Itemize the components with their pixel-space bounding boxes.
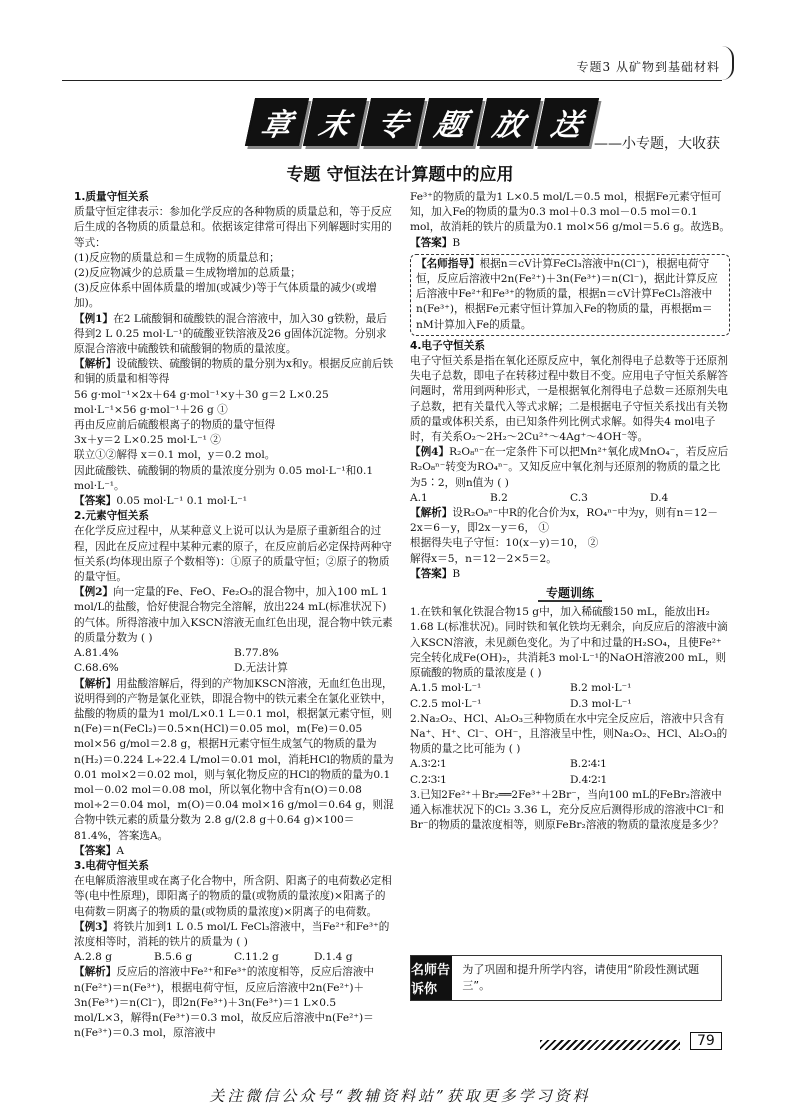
question-1: 1.在铁和氧化铁混合物15 g中，加入稀硫酸150 mL，能放出H₂ 1.68 L(标准状况)。同时铁和氧化铁均无剩余，向反应后的溶液中滴入KSCN溶液，未见颜色变化。为了中和过量的H₂SO₄，且使Fe²⁺完全转化成Fe(OH)₂，共消耗3 mol·L⁻¹的NaOH溶液200 mL，则原硫酸的物质的量浓度是 ( ): [410, 606, 728, 680]
example-body: 在2 L硫酸铜和硫酸铁的混合溶液中，加入30 g铁粉，最后得到2 L 0.25 mol·L⁻¹的硫酸亚铁溶液及26 g固体沉淀物。分别求原混合溶液中硫酸铁和硫酸铜的物质的量浓度。: [74, 312, 387, 356]
option: C.2∶3∶1: [410, 773, 447, 786]
header-curl-decoration: [718, 46, 734, 80]
answer-text: B: [452, 236, 461, 249]
analysis: [74, 965, 394, 1041]
option: A.81.4%: [74, 647, 119, 660]
answer: [74, 844, 394, 859]
left-column: [74, 190, 394, 1041]
answer-text: 0.05 mol·L⁻¹ 0.1 mol·L⁻¹: [116, 495, 248, 508]
option: C.11.2 g: [234, 951, 279, 964]
options: [410, 681, 730, 711]
question-3: 3.已知2Fe²⁺＋Br₂══2Fe³⁺＋2Br⁻，当向100 mL的FeBr₂溶液中通入标准状况下的Cl₂ 3.36 L，充分反应后测得形成的溶液中Cl⁻和Br⁻的物质的量浓度相等，则原FeBr₂溶液的物质的量浓度是多少？: [410, 788, 724, 832]
training-title: 专题训练: [538, 586, 602, 602]
guidance-tag: 【名师指导】: [416, 257, 480, 270]
equation: 3x＋y＝2 L×0.25 mol·L⁻¹ ②: [74, 434, 221, 447]
analysis-tag: 【解析】: [410, 507, 453, 520]
analysis-text: 再由反应前后硫酸根离子的物质的量守恒得: [74, 419, 276, 432]
analysis-text: 设R₂O₈ⁿ⁻中R的化合价为x，RO₄ⁿ⁻中为y，则有n＝12－2x＝6－y，即2x－y＝6， ①: [410, 507, 718, 535]
example-body: 向一定量的Fe、FeO、Fe₂O₃的混合物中，加入100 mL 1 mol/L的盐酸，恰好使混合物完全溶解，放出224 mL(标准状况下)的气体。所得溶液中加入KSCN溶液无血红色出现，混合物中铁元素的质量分数为 ( ): [74, 586, 393, 644]
section-title: 1.质量守恒关系: [74, 191, 149, 203]
answer: [410, 567, 730, 582]
options: [410, 491, 730, 506]
list-item: (2)反应物减少的总质量＝生成物增加的总质量；: [74, 267, 301, 280]
section-body: 电子守恒关系是指在氧化还原反应中，氧化剂得电子总数等于还原剂失电子总数，即电子在转移过程中数目不变。应用电子守恒关系解答问题时，常用到两种形式，一是根据氧化剂得电子总数＝还原剂失电子总数，把有关量代入等式求解；二是根据电子守恒关系找出有关物质的量或体积关系，由已知条件列比例式求解。如得失4 mol电子时，有关系O₂～2H₂～2Cu²⁺～4Ag⁺～4OH⁻等。: [410, 355, 728, 444]
tip-badge: 名师告诉你: [411, 956, 452, 1000]
tip-box: [410, 955, 722, 1001]
section-title: 4.电子守恒关系: [410, 339, 485, 352]
option: D.4: [650, 491, 669, 504]
banner-char: 送: [535, 98, 599, 146]
answer-tag: 【答案】: [74, 844, 117, 857]
analysis: [410, 506, 730, 536]
section-body: 在电解质溶液里或在离子化合物中，所含阴、阳离子的电荷数必定相等(电中性原理)，即阳离子的物质的量(或物质的量浓度)×阳离子的电荷数＝阴离子的物质的量(或物质的量浓度)×阴离子的电荷数。: [74, 875, 392, 918]
analysis-text: 根据得失电子守恒：10(x－y)＝10， ②: [410, 537, 599, 550]
option: B.2 mol·L⁻¹: [570, 682, 632, 695]
page-decoration-bar: [540, 1040, 680, 1050]
page-title: 专题 守恒法在计算题中的应用: [286, 165, 514, 185]
analysis-text: 设硫酸铁、硫酸铜的物质的量分别为x和y。根据反应前后铁和铜的质量和相等得: [74, 358, 394, 386]
example-body: R₂O₈ⁿ⁻在一定条件下可以把Mn²⁺氧化成MnO₄⁻，若反应后R₂O₈ⁿ⁻转变为RO₄ⁿ⁻。又知反应中氧化剂与还原剂的物质的量之比为5∶2，则n值为 ( ): [410, 446, 729, 489]
answer-tag: 【答案】: [410, 236, 453, 249]
analysis-text: 解得x＝5，n＝12－2×5＝2。: [410, 552, 557, 565]
training-header: [410, 586, 730, 602]
header-rule: [62, 80, 722, 81]
example-tag: 【例2】: [74, 586, 114, 599]
option: B.77.8%: [234, 647, 279, 660]
options: [410, 757, 730, 787]
example-2: [74, 585, 394, 646]
chapter-banner: [250, 98, 594, 146]
analysis-text: Fe³⁺的物质的量为1 L×0.5 mol/L＝0.5 mol，根据Fe元素守恒可知，加入Fe的物质的量为0.3 mol＋0.3 mol－0.5 mol＝0.1 mol，故消耗的铁片的质量为0.1 mol×56 g/mol＝5.6 g。故选B。: [410, 191, 731, 234]
example-1: [74, 312, 394, 358]
analysis-text: 因此硫酸铁、硫酸铜的物质的量浓度分别为 0.05 mol·L⁻¹和0.1 mol·L⁻¹。: [74, 464, 374, 492]
teacher-guidance-box: [410, 254, 730, 336]
analysis-tag: 【解析】: [74, 677, 117, 690]
analysis-tag: 【解析】: [74, 966, 117, 979]
option: B.2∶4∶1: [570, 758, 607, 771]
answer: [74, 494, 394, 509]
banner-slogan: ——小专题，大收获: [594, 136, 720, 152]
answer-tag: 【答案】: [74, 495, 117, 508]
option: C.68.6%: [74, 662, 119, 675]
list-item: (1)反应物的质量总和＝生成物的质量总和；: [74, 251, 280, 264]
footer-note: 关注微信公众号“教辅资料站”获取更多学习资料: [209, 1087, 591, 1105]
answer: [410, 236, 730, 251]
option: A.2.8 g: [74, 951, 113, 964]
analysis-text: 反应后的溶液中Fe²⁺和Fe³⁺的浓度相等，反应后溶液中n(Fe²⁺)＝n(Fe³⁺)，根据电荷守恒，反应后溶液中2n(Fe²⁺)＋3n(Fe³⁺)＝n(Cl⁻)，即2n(Fe³⁺)＋3n(Fe³⁺)＝1 L×0.5 mol/L×3，解得n(Fe³⁺)＝0.3 mol，故反应后溶液中n(Fe²⁺)＝n(Fe³⁺)＝0.3 mol，原溶液中: [74, 966, 375, 1040]
section-title: 3.电荷守恒关系: [74, 859, 149, 872]
analysis-text: 用盐酸溶解后，得到的产物加KSCN溶液，无血红色出现，说明得到的产物是氯化亚铁，即混合物中的铁元素全在氯化亚铁中，盐酸的物质的量为1 mol/L×0.1 L＝0.1 mol，根据氯元素守恒，则n(Fe)＝n(FeCl₂)＝0.5×n(HCl)＝0.05 mol，m(Fe)＝0.05 mol×56 g/mol＝2.8 g，根据H元素守恒生成氢气的物质的量为n(H₂)＝0.224 L÷22.4 L/mol＝0.01 mol，消耗HCl的物质的量为0.01 mol×2＝0.02 mol，则与氧化物反应的HCl的物质的量为0.1 mol－0.02 mol＝0.08 mol，所以氧化物中含有n(O)＝0.08 mol÷2＝0.04 mol，m(O)＝0.04 mol×16 g/mol＝0.64 g，则混合物中铁元素的质量分数为 2.8 g/(2.8 g＋0.64 g)×100＝81.4%，答案选A。: [74, 677, 394, 842]
answer-text: A: [116, 844, 125, 857]
example-body: 将铁片加到1 L 0.5 mol/L FeCl₃溶液中，当Fe²⁺和Fe³⁺的浓度相等时，消耗的铁片的质量为 ( ): [74, 920, 390, 948]
options: [74, 950, 394, 965]
analysis: [74, 357, 394, 387]
option: D.1.4 g: [314, 951, 353, 964]
banner-char: 章: [245, 98, 309, 146]
guidance-text: 根据n＝cV计算FeCl₃溶液中n(Cl⁻)，根据电荷守恒，反应后溶液中2n(Fe²⁺)＋3n(Fe³⁺)＝n(Cl⁻)，据此计算反应后溶液中Fe²⁺和Fe³⁺的物质的量，根据n＝cV计算FeCl₃溶液中n(Fe³⁺)，根据Fe元素守恒计算加入Fe的物质的量，再根据m＝nM计算加入Fe的质量。: [416, 257, 718, 331]
answer-text: B: [452, 567, 461, 580]
right-column: [410, 190, 730, 833]
example-tag: 【例1】: [74, 312, 114, 325]
example-tag: 【例4】: [410, 446, 450, 459]
option: A.3∶2∶1: [410, 758, 447, 771]
option: B.2: [490, 491, 508, 504]
answer-tag: 【答案】: [410, 567, 453, 580]
example-3: [74, 920, 394, 950]
example-tag: 【例3】: [74, 920, 114, 933]
banner-char: 放: [477, 98, 541, 146]
analysis-text: 联立①②解得 x＝0.1 mol，y＝0.2 mol。: [74, 449, 276, 462]
section-body: 在化学反应过程中，从某种意义上说可以认为是原子重新组合的过程，因此在反应过程中某种元素的原子，在反应前后必定保持两种守恒关系(均体现出原子个数相等)：①原子的质量守恒；②原子的物质的量守恒。: [74, 525, 392, 584]
tip-text: 为了巩固和提升所学内容，请使用“阶段性测试题三”。: [462, 963, 700, 992]
banner-char: 题: [419, 98, 483, 146]
equation: 56 g·mol⁻¹×2x＋64 g·mol⁻¹×y＋30 g＝2 L×0.25 mol·L⁻¹×56 g·mol⁻¹＋26 g ①: [74, 388, 329, 416]
option: C.2.5 mol·L⁻¹: [410, 697, 482, 710]
option: D.3 mol·L⁻¹: [570, 697, 632, 710]
option: A.1: [410, 491, 428, 504]
option: B.5.6 g: [154, 951, 193, 964]
analysis: [74, 677, 394, 844]
options: [74, 646, 394, 676]
option: C.3: [570, 491, 588, 504]
option: D.4∶2∶1: [570, 773, 608, 786]
analysis-tag: 【解析】: [74, 358, 117, 371]
banner-char: 末: [303, 98, 367, 146]
example-4: [410, 445, 730, 491]
page-number: 79: [690, 1032, 722, 1050]
chapter-header: 专题3 从矿物到基础材料: [576, 60, 720, 74]
question-2: 2.Na₂O₂、HCl、Al₂O₃三种物质在水中完全反应后，溶液中只含有Na⁺、H⁺、Cl⁻、OH⁻，且溶液呈中性，则Na₂O₂、HCl、Al₂O₃的物质的量之比可能为 ( ): [410, 712, 728, 756]
section-body: 质量守恒定律表示：参加化学反应的各种物质的质量总和，等于反应后生成的各物质的质量总和。依据该定律常可得出下列解题时实用的等式：: [74, 206, 392, 249]
list-item: (3)反应体系中固体质量的增加(或减少)等于气体质量的减少(或增加)。: [74, 282, 377, 310]
section-title: 2.元素守恒关系: [74, 510, 149, 523]
option: A.1.5 mol·L⁻¹: [410, 682, 482, 695]
banner-char: 专: [361, 98, 425, 146]
option: D.无法计算: [234, 662, 288, 675]
